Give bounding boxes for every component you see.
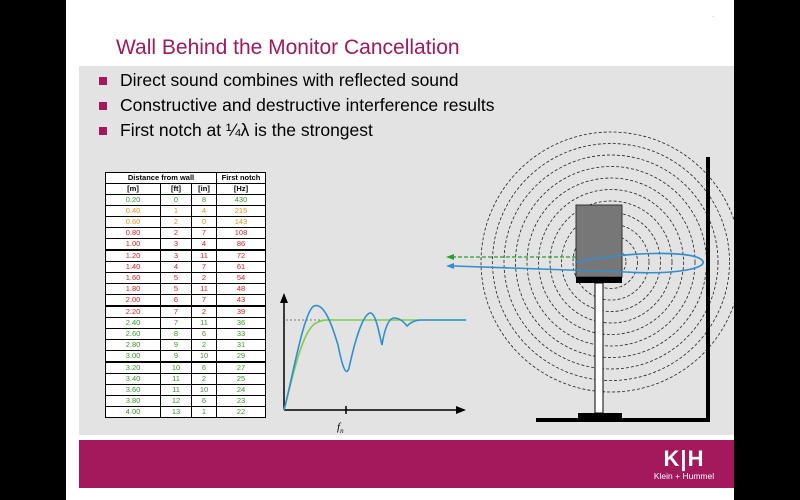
table-cell-ft: 11 [161, 385, 192, 396]
table-cell-m: 2.20 [106, 306, 161, 318]
reflected-sound-arrow-icon [446, 263, 454, 269]
table-cell-in: 0 [192, 217, 217, 228]
bullet-text: First notch at ¼λ is the strongest [120, 120, 373, 140]
table-cell-m: 1.60 [106, 273, 161, 284]
table-cell-m: 2.80 [106, 340, 161, 351]
direct-sound-arrow-icon [446, 254, 454, 260]
table-cell-hz: 54 [217, 273, 266, 284]
table-cell-m: 0.60 [106, 217, 161, 228]
table-cell-in: 6 [192, 362, 217, 374]
table-cell-in: 7 [192, 262, 217, 273]
logo-mark: K|H [663, 446, 705, 471]
table-cell-ft: 11 [161, 374, 192, 385]
table-cell-m: 1.20 [106, 250, 161, 262]
speaker-cabinet [576, 205, 622, 277]
table-cell-ft: 9 [161, 351, 192, 363]
table-cell-hz: 22 [217, 407, 266, 418]
table-cell-m: 3.80 [106, 396, 161, 407]
table-cell-in: 2 [192, 306, 217, 318]
sound-paths [446, 253, 703, 272]
table-cell-in: 2 [192, 374, 217, 385]
table-cell-in: 1 [192, 407, 217, 418]
table-cell-m: 0.20 [106, 195, 161, 206]
table-cell-in: 6 [192, 329, 217, 340]
footer-bar [79, 440, 734, 488]
diagram-canvas [66, 0, 734, 440]
table-cell-ft: 9 [161, 340, 192, 351]
table-cell-ft: 5 [161, 273, 192, 284]
table-cell-in: 2 [192, 273, 217, 284]
table-cell-ft: 4 [161, 262, 192, 273]
table-cell-m: 1.00 [106, 239, 161, 251]
bullet-text: Direct sound combines with reflected sound [120, 70, 459, 90]
table-cell-m: 1.40 [106, 262, 161, 273]
monitor-speaker [576, 205, 622, 419]
table-cell-hz: 215 [217, 206, 266, 217]
table-cell-hz: 25 [217, 374, 266, 385]
table-unit-hz: [Hz] [217, 184, 266, 195]
table-cell-hz: 39 [217, 306, 266, 318]
table-cell-hz: 48 [217, 284, 266, 295]
table-cell-in: 11 [192, 318, 217, 329]
table-cell-in: 11 [192, 284, 217, 295]
table-cell-hz: 29 [217, 351, 266, 363]
table-cell-ft: 7 [161, 318, 192, 329]
speaker-base [576, 277, 622, 283]
bullet-text: Constructive and destructive interference results [120, 95, 495, 115]
table-cell-ft: 6 [161, 295, 192, 307]
table-cell-ft: 3 [161, 239, 192, 251]
table-cell-in: 10 [192, 351, 217, 363]
table-cell-ft: 2 [161, 217, 192, 228]
table-cell-hz: 143 [217, 217, 266, 228]
table-cell-in: 4 [192, 206, 217, 217]
table-cell-hz: 36 [217, 318, 266, 329]
table-cell-m: 0.40 [106, 206, 161, 217]
brand-logo [644, 448, 724, 484]
table-cell-m: 0.80 [106, 228, 161, 239]
table-cell-m: 4.00 [106, 407, 161, 418]
table-cell-m: 3.00 [106, 351, 161, 363]
table-cell-hz: 43 [217, 295, 266, 307]
table-cell-ft: 13 [161, 407, 192, 418]
table-cell-hz: 27 [217, 362, 266, 374]
table-cell-in: 10 [192, 385, 217, 396]
table-cell-ft: 5 [161, 284, 192, 295]
table-cell-in: 7 [192, 228, 217, 239]
table-cell-hz: 33 [217, 329, 266, 340]
logo-text: Klein + Hummel [653, 471, 715, 481]
table-cell-in: 6 [192, 396, 217, 407]
table-cell-ft: 10 [161, 362, 192, 374]
table-cell-ft: 12 [161, 396, 192, 407]
slide [66, 0, 734, 500]
table-cell-ft: 7 [161, 306, 192, 318]
table-cell-ft: 0 [161, 195, 192, 206]
stand-foot [578, 413, 622, 419]
reference-response-curve [284, 320, 466, 410]
notched-response-curve [284, 306, 466, 410]
graph-y-arrow-icon [280, 293, 288, 303]
table-cell-m: 3.20 [106, 362, 161, 374]
table-cell-hz: 108 [217, 228, 266, 239]
wall [706, 157, 710, 421]
table-cell-in: 4 [192, 239, 217, 251]
table-cell-ft: 8 [161, 329, 192, 340]
table-cell-m: 2.60 [106, 329, 161, 340]
table-cell-hz: 430 [217, 195, 266, 206]
table-cell-ft: 2 [161, 228, 192, 239]
table-cell-hz: 72 [217, 250, 266, 262]
table-cell-in: 7 [192, 295, 217, 307]
table-header-distance: Distance from wall [106, 173, 217, 184]
table-cell-hz: 86 [217, 239, 266, 251]
table-cell-m: 1.80 [106, 284, 161, 295]
table-unit-m: [m] [106, 184, 161, 195]
table-cell-ft: 1 [161, 206, 192, 217]
table-cell-in: 11 [192, 250, 217, 262]
slide-title: Wall Behind the Monitor Cancellation [116, 36, 460, 59]
table-cell-hz: 31 [217, 340, 266, 351]
table-cell-ft: 3 [161, 250, 192, 262]
table-unit-in: [in] [192, 184, 217, 195]
table-cell-hz: 23 [217, 396, 266, 407]
table-unit-ft: [ft] [161, 184, 192, 195]
table-cell-m: 3.60 [106, 385, 161, 396]
table-cell-in: 8 [192, 195, 217, 206]
table-header-notch: First notch [217, 173, 266, 184]
graph-fn-label: $f_n$ [337, 421, 344, 435]
response-graph [280, 293, 466, 435]
corner-mark: · [712, 14, 714, 20]
table-cell-m: 2.00 [106, 295, 161, 307]
graph-x-arrow-icon [456, 406, 466, 414]
floor [536, 418, 710, 422]
table-cell-m: 2.40 [106, 318, 161, 329]
table-cell-in: 2 [192, 340, 217, 351]
table-cell-hz: 24 [217, 385, 266, 396]
table-cell-m: 3.40 [106, 374, 161, 385]
stand-pole [595, 283, 603, 413]
table-cell-hz: 61 [217, 262, 266, 273]
